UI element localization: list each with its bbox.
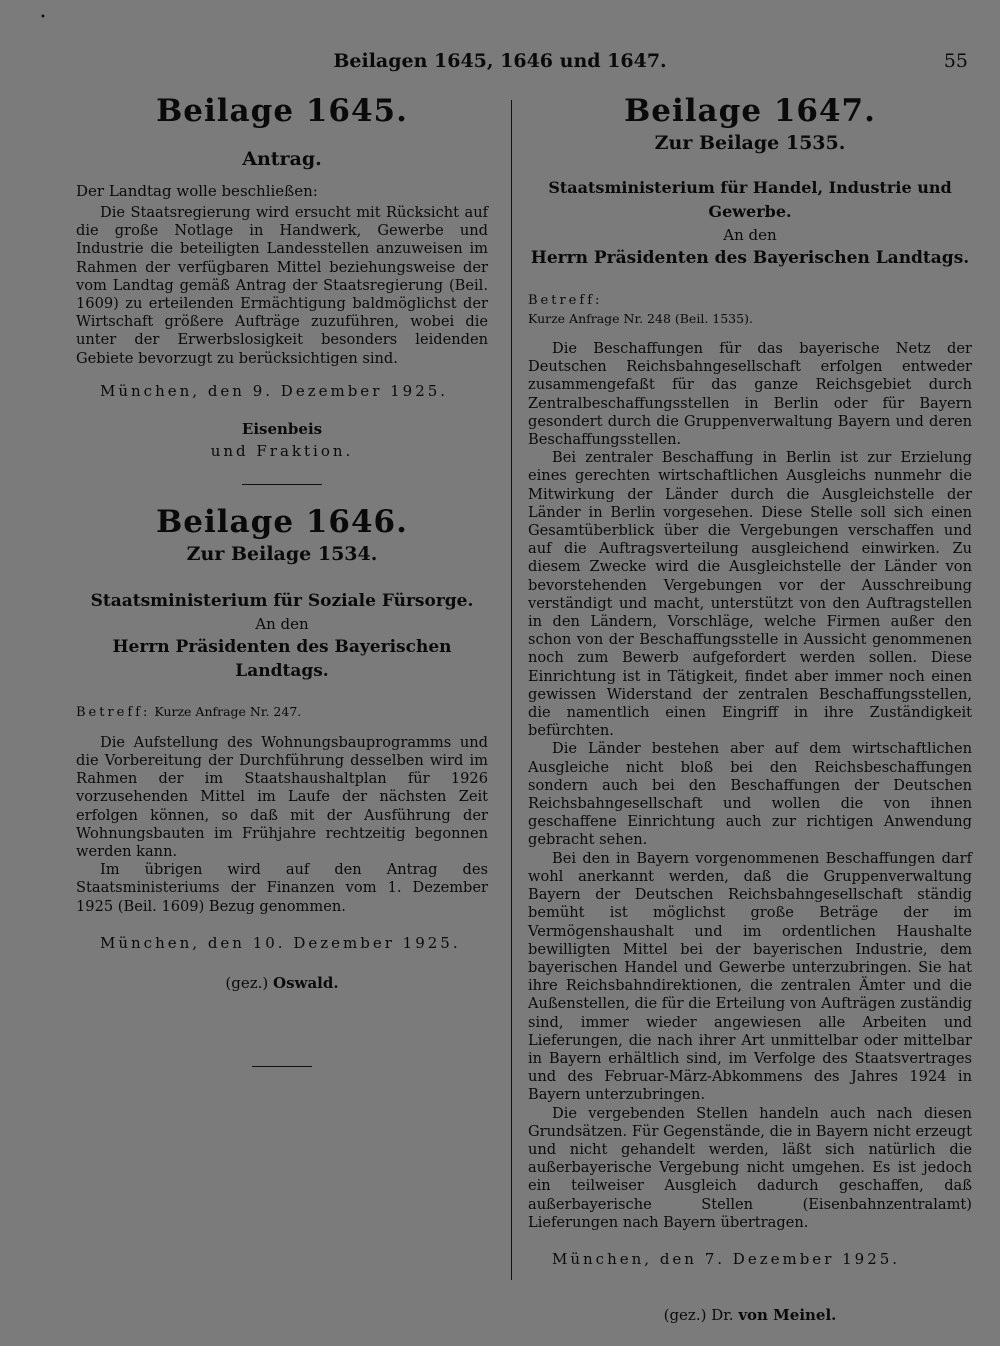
beilage-1647-an-den: An den	[723, 226, 777, 244]
beilage-1646-betreff	[76, 703, 488, 722]
beilage-1646-title: Beilage 1646.	[156, 503, 408, 540]
signature-prefix: (gez.)	[225, 973, 269, 992]
beilage-1647-paragraph-1: Die Beschaffungen für das bayerische Netz der Deutschen Reichsbahngesellschaft erfolgen entweder zusammengefaßt für das ganze Reichsgebiet durch Zentralbeschaffungsstellen in Berlin oder für Bayern gesondert durch die Gruppenverwaltung Bayern und deren Beschaffungsstellen.	[528, 340, 972, 449]
beilage-1647-paragraph-3: Die Länder bestehen aber auf dem wirtschaftlichen Ausgleiche nicht bloß bei den Reichsbeschaffungen sondern auch bei den Beschaffungen der Deutschen Reichsbahngesellschaft und wollen die von ihnen geschaffene Einrichtung auch zur richtigen Anwendung gebracht sehen.	[528, 740, 972, 849]
beilage-1646-signature	[76, 972, 488, 994]
section-separator	[242, 484, 322, 485]
signature-name: Oswald.	[273, 973, 339, 992]
right-column	[528, 92, 972, 1326]
running-head: Beilagen 1645, 1646 und 1647.	[333, 50, 667, 72]
betreff-label: Betreff:	[76, 704, 151, 720]
beilage-1647-paragraph-2: Bei zentraler Beschaffung in Berlin ist zur Erzielung eines gerechten wirtschaftlichen Ausgleichs nunmehr die Mitwirkung der Länder durch die Ausgleichstelle der Länder in Berlin vorgesehen. Diese Stelle soll sich einen Gesamtüberblick über die Vergebungen verschaffen und auf die Auftragsverteilung ausgleichend einwirken. Zu diesem Zwecke wird die Ausgleichstelle der Länder von bevorstehenden Vergebungen vor der Ausschreibung verständigt und macht, unterstützt von den Auftragstellen in den Ländern, Vorschläge, welche Firmen außer den schon von der Beschaffungsstelle in Aussicht genommenen noch zum Bewerb aufgefordert werden sollen. Diese Einrichtung ist in Tätigkeit, findet aber immer noch einen gewissen Widerstand der zentralen Beschaffungsstellen, die namentlich einen Eingriff in ihre Zuständigkeit befürchten.	[528, 449, 972, 740]
page-number: 55	[943, 50, 968, 72]
margin-mark: •	[40, 12, 46, 23]
beilage-1645-title: Beilage 1645.	[156, 93, 408, 129]
beilage-1647-title: Beilage 1647.	[624, 93, 876, 129]
beilage-1646-place-date: München, den 10. Dezember 1925.	[100, 933, 461, 952]
beilage-1645-body: Die Staatsregierung wird ersucht mit Rücksicht auf die große Notlage in Handwerk, Gewerbe und Industrie die beteiligten Landesstellen anzuweisen im Rahmen der verfügbaren Mittel beziehungsweise der vom Landtag gemäß Antrag der Staatsregierung (Beil. 1609) zu erteilenden Ermächtigung baldmöglichst der Wirtschaft größere Aufträge zuzuführen, wobei die unter der Erwerbslosigkeit besonders leidenden Gebiete bevorzugt zu berücksichtigen sind.	[76, 204, 488, 367]
beilage-1647-betreff-label: Betreff:	[528, 293, 603, 308]
beilage-1647-paragraph-5: Die vergebenden Stellen handeln auch nach diesen Grundsätzen. Für Gegenstände, die in Bayern nicht erzeugt und nicht gehandelt werden, läßt sich natürlich die außerbayerische Vergebung nicht umgehen. Es ist jedoch ein teilweiser Ausgleich dadurch geschaffen, daß außerbayerische Stellen (Eisenbahnzentralamt) Lieferungen nach Bayern übertragen.	[528, 1104, 972, 1231]
beilage-1647	[528, 92, 972, 1326]
beilage-1645-intro: Der Landtag wolle beschließen:	[76, 182, 318, 200]
beilage-1646-paragraph-2: Im übrigen wird auf den Antrag des Staatsministeriums der Finanzen vom 1. Dezember 1925 (Beil. 1609) Bezug genommen.	[76, 861, 488, 915]
beilage-1647-betreff-text: Kurze Anfrage Nr. 248 (Beil. 1535).	[528, 311, 753, 326]
betreff-text: Kurze Anfrage Nr. 247.	[154, 703, 302, 719]
beilage-1646-recipient: Herrn Präsidenten des Bayerischen Landtags.	[112, 636, 452, 681]
signature-name: von Meinel.	[738, 1305, 837, 1324]
signature-prefix: (gez.) Dr.	[663, 1305, 734, 1324]
beilage-1645-signature-name: Eisenbeis	[241, 419, 323, 438]
end-rule	[252, 1066, 312, 1067]
beilage-1645-subtitle: Antrag.	[242, 148, 322, 170]
column-divider	[511, 100, 512, 1280]
beilage-1647-recipient: Herrn Präsidenten des Bayerischen Landtags.	[530, 248, 970, 268]
beilage-1647-signature	[528, 1304, 972, 1326]
beilage-1646-paragraph-1: Die Aufstellung des Wohnungsbauprogramms und die Vorbereitung der Durchführung desselben wird im Rahmen der im Staatshaushaltplan für 1926 vorzusehenden Mittel im Laufe der nächsten Zeit erfolgen können, so daß mit der Ausführung der Wohnungsbauten im Frühjahre rechtzeitig begonnen werden kann.	[76, 733, 488, 861]
beilage-1646	[76, 503, 488, 1067]
beilage-1646-ministry: Staatsministerium für Soziale Fürsorge.	[90, 590, 474, 611]
beilage-1647-paragraph-4: Bei den in Bayern vorgenommenen Beschaffungen darf wohl anerkannt werden, daß die Gruppenverwaltung Bayern der Deutschen Reichsbahngesellschaft ständig bemüht ist möglichst große Beträge der im Vermögenshaushalt und im ordentlichen Haushalte bewilligten Mittel bei der bayerischen Industrie, dem bayerischen Handel und Gewerbe unterzubringen. Sie hat ihre Reichsbahndirektionen, die zentralen Ämter und die Außenstellen, die für die Erteilung von Aufträgen zuständig sind, immer wieder angewiesen alle Arbeiten und Lieferungen, die nach ihrer Art unmittelbar oder mittelbar in Bayern erhältlich sind, im Verfolge des Staatsvertrages und des Februar-März-Abkommens des Jahres 1924 in Bayern unterzubringen.	[528, 849, 972, 1104]
beilage-1645-place-date: München, den 9. Dezember 1925.	[100, 381, 449, 400]
beilage-1646-reference: Zur Beilage 1534.	[186, 542, 378, 565]
beilage-1645	[76, 92, 488, 462]
beilage-1645-signature-group: und Fraktion.	[210, 441, 354, 460]
beilage-1647-reference: Zur Beilage 1535.	[654, 132, 846, 154]
beilage-1647-ministry: Staatsministerium für Handel, Industrie und Gewerbe.	[548, 178, 952, 221]
left-column	[76, 92, 488, 1067]
beilage-1647-place-date: München, den 7. Dezember 1925.	[552, 1249, 901, 1268]
beilage-1646-an-den: An den	[255, 614, 309, 633]
